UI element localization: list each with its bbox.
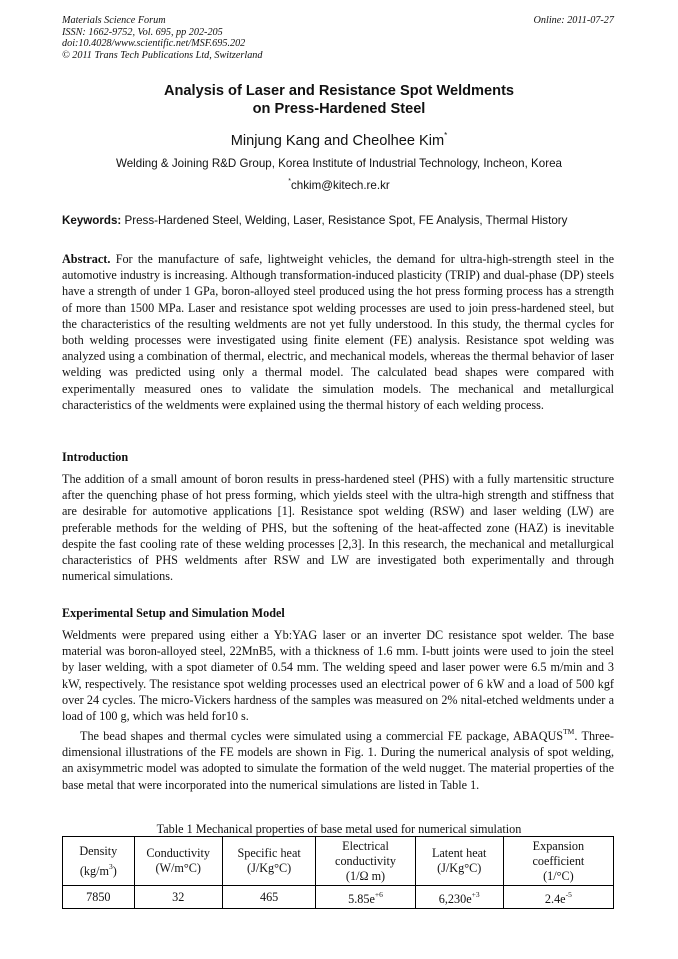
exp-text-a: The bead shapes and thermal cycles were simulated using a commercial FE package, ABAQUS	[80, 729, 564, 743]
col-conductivity: Conductivity (W/m°C)	[134, 837, 222, 886]
experimental-heading: Experimental Setup and Simulation Model	[62, 606, 285, 620]
affiliation: Welding & Joining R&D Group, Korea Institute of Industrial Technology, Incheon, Korea	[116, 157, 562, 170]
introduction-text: The addition of a small amount of boron results in press-hardened steel (PHS) with a fully martensitic structure after the quenching phase of hot press forming, which yields steel with the ultra-high strength and stiffness that are desirable for automotive applications [1]. Resistance spot welding (RSW) and laser welding (LW) are preferable methods for the welding of PHS, but the softening of the heat-affected zone (HAZ) is inevitable despite the fast cooling rate of these welding processes [2,3]. In this research, the mechanical and metallurgical characteristics of PHS weldments after RSW and LW are investigated both experimentally and through numerical simulations.	[62, 472, 614, 584]
cell-density: 7850	[63, 886, 135, 909]
cell-latent-heat: $6,230e^{+3}$	[415, 886, 503, 909]
col-electrical-conductivity: Electrical conductivity (1/Ω m)	[316, 837, 415, 886]
issn: ISSN: 1662-9752, Vol. 695, pp 202-205	[62, 26, 223, 38]
title-line-2: on Press-Hardened Steel	[252, 101, 426, 117]
col-specific-heat: Specific heat (J/Kg°C)	[222, 837, 316, 886]
doi: doi:10.4028/www.scientific.net/MSF.695.202	[62, 38, 246, 49]
experimental-paragraph-2	[62, 724, 614, 793]
properties-table	[62, 836, 614, 909]
table-caption: Table 1 Mechanical properties of base metal used for numerical simulation	[156, 822, 522, 836]
abstract	[62, 251, 614, 413]
cell-electrical-conductivity: $5.85e^{+6}$	[316, 886, 415, 909]
journal-name: Materials Science Forum	[62, 15, 166, 26]
corresponding-mark: *	[444, 131, 448, 140]
email-mark: *	[288, 178, 291, 185]
table-header-row	[63, 837, 614, 886]
experimental-paragraph-1: Weldments were prepared using either a Yb:YAG laser or an inverter DC resistance spot welder. The base material was boron-alloyed steel, 22MnB5, with a thickness of 1.6 mm. I-butt joints were used to join the steel by laser welding, with a spot diameter of 0.54 mm. The welding speed and laser power were 6.5 m/min and 3 kW, respectively. The resistance spot welding processes used an electrical power of 6 kW and a load of 500 kgf over 24 cycles. The micro-Vickers hardness of the samples was measured on 2% nital-etched weldments under a load of 100 g, which was held for10 s.	[62, 628, 614, 724]
keywords-label: Keywords:	[62, 214, 122, 227]
introduction-heading: Introduction	[62, 450, 129, 464]
authors	[0, 131, 678, 149]
col-expansion: Expansion coefficient (1/°C)	[503, 837, 613, 886]
cell-conductivity: 32	[134, 886, 222, 909]
exp-text-b: . Three-dimensional illustrations of the FE models are shown in Fig. 1. During the numerical analysis of spot welding, an axisymmetric model was adopted to simulate the formation of the weld nugget. The material properties of the base metal that were incorporated into the numerical simulations are listed in Table 1.	[62, 729, 614, 792]
email-line	[0, 178, 678, 192]
cell-specific-heat: 465	[222, 886, 316, 909]
keywords	[62, 214, 618, 227]
copyright: © 2011 Trans Tech Publications Ltd, Switzerland	[62, 49, 263, 61]
col-density: Density $(kg/m^3)$	[63, 837, 135, 886]
paper-title	[0, 82, 678, 118]
table-row	[63, 886, 614, 909]
abstract-label: Abstract.	[62, 252, 111, 266]
cell-expansion: $2.4e^{-5}$	[503, 886, 613, 909]
abstract-text: For the manufacture of safe, lightweight vehicles, the demand for ultra-high-strength steel in the automotive industry is increasing. Although transformation-induced plasticity (TRIP) and dual-phase (DP) steels have a strength of under 1 GPa, boron-alloyed steel produced using the hot press forming process has a strength of more than 1500 MPa. Laser and resistance spot welding processes are used to join press-hardened steel, but the characteristics of the resulting weldments are not yet fully understood. In this study, the thermal cycles for both welding processes were investigated using finite element (FE) analysis. Resistance spot welding was analyzed using a combination of thermal, electric, and mechanical models, whereas the thermal behavior of laser welding was predicted using only a thermal model. The calculated bead shapes were compared with experimentally measured ones to validate the simulation models. The mechanical and metallurgical characteristics of the weldments were explained using the thermal history of each welding process.	[62, 252, 614, 412]
title-line-1: Analysis of Laser and Resistance Spot Weldments	[163, 83, 515, 99]
journal-header	[62, 15, 262, 61]
trademark: TM	[563, 727, 575, 736]
col-latent-heat: Latent heat (J/Kg°C)	[415, 837, 503, 886]
author-names: Minjung Kang and Cheolhee Kim	[230, 133, 445, 149]
online-date: Online: 2011-07-27	[533, 15, 614, 26]
keywords-list: Press-Hardened Steel, Welding, Laser, Resistance Spot, FE Analysis, Thermal History	[124, 214, 568, 227]
email[interactable]: chkim@kitech.re.kr	[290, 179, 390, 192]
